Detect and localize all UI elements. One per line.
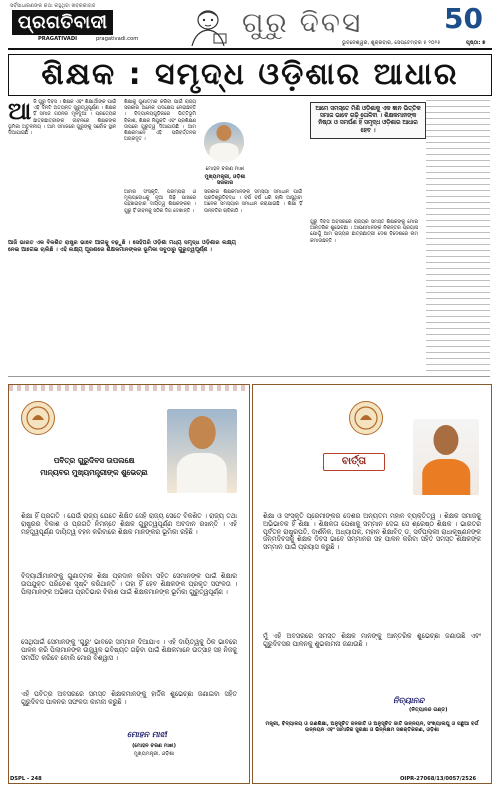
ad-left-p2: ବିଦ୍ୟାର୍ଥୀମାନଙ୍କୁ ଗୁଣାତ୍ମକ ଶିକ୍ଷା ପ୍ରଦାନ କରିବା ସହିତ ସେମାନଙ୍କ ପାଇଁ ଶିକ୍ଷାର ଉପଯୁକ୍ତ ପରିବେଶ ସୃଷ୍ଟି କରିଥାନ୍ତି । ତାହା ହିଁ ହେବ ଶିକ୍ଷକଙ୍କ ପ୍ରକୃତ ସଫଳତା । ପିଲାମାନଙ୍କ ଅଭିଜ୍ଞତା ପ୍ରତିଭାର ବିକାଶ ପାଇଁ ଶିକ୍ଷକମାନଙ୍କ ଭୂମିକା ଗୁରୁତ୍ୱପୂର୍ଣ୍ଣ ।: [21, 572, 237, 596]
site-url: pragativadi.com: [96, 36, 139, 42]
article-col-1: [8, 97, 116, 137]
article-col-2b: ଆମର ସଂସ୍କୃତି, ପରମ୍ପରା ଓ ମୂଲ୍ୟବୋଧକୁ ନୂଆ ପିଢ଼ି ପାଖରେ ପହଞ୍ଚାଇବାର ଦାୟିତ୍ୱ ଶିକ୍ଷକଙ୍କର । ଗୁରୁ ହିଁ ଜୀବନକୁ ସଠିକ ଦିଗ ଦେଖାନ୍ତି ।: [124, 190, 196, 214]
cm-name: (ମୋହନ ଚରଣ ମାଝୀ): [132, 743, 176, 749]
footer-right-code: OIPR-27068/13/0057/2526: [400, 776, 477, 782]
ad-chief-minister[interactable]: [8, 384, 250, 784]
article-highlight: ଆଜି ଭାରତ ଏକ ବିକଶିତ ରାଷ୍ଟ୍ର ଭାବେ ଆଗକୁ ବଢ଼ୁଛି । ସେହିପରି ଓଡ଼ିଶା ମଧ୍ୟ ସମୃଦ୍ଧ ଓଡ଼ିଶାର ଲକ୍ଷ୍ୟ ନେଇ ଆଗେଇ ଚାଲିଛି । ଏହି ଲକ୍ଷ୍ୟ ପୂରଣରେ ଶିକ୍ଷକମାନଙ୍କର ଭୂମିକା ସବୁଠାରୁ ଗୁରୁତ୍ୱପୂର୍ଣ୍ଣ ।: [8, 240, 236, 253]
ad-left-heading-1: ପବିତ୍ର ଗୁରୁଦିବସ ଉପଲକ୍ଷେ: [53, 456, 135, 465]
article-col-2: ଶିକ୍ଷାକୁ ଗୁଣାତ୍ମକ କରିବା ପାଇଁ ରାଜ୍ୟ ସରକାର ଅନେକ ପଦକ୍ଷେପ ନେଇଛନ୍ତି । ବିଦ୍ୟାଳୟଗୁଡ଼ିକରେ ଭିତ୍ତିଭୂମି ବିକାଶ, ଶିକ୍ଷକ ନିଯୁକ୍ତି ଏବଂ ପ୍ରଶିକ୍ଷଣ ଉପରେ ଗୁରୁତ୍ୱ ଦିଆଯାଉଛି । ଆମ ଶିକ୍ଷକମାନେ ଏହି ପରିବର୍ତ୍ତନର ଅଗ୍ରଦୂତ ।: [124, 100, 196, 143]
drop-cap: ଆ: [8, 97, 32, 125]
cm-designation: ମୁଖ୍ୟମନ୍ତ୍ରୀ, ଓଡ଼ିଶା: [133, 751, 175, 757]
article-rule: [8, 376, 490, 377]
byline-photo: [204, 122, 244, 162]
cm-portrait: [167, 409, 237, 493]
article-col-5: [426, 100, 490, 372]
minister-name: (ନିତ୍ୟାନନ୍ଦ ଗଣ୍ଡ): [409, 707, 448, 713]
article-col-3: ସରକାର ଶିକ୍ଷକମାନଙ୍କ ସମସ୍ୟା ସମାଧାନ ପାଇଁ ପ୍ରତିଶ୍ରୁତିବଦ୍ଧ । ବର୍ଷ ବର୍ଷ ଧରି ଚାଲି ଆସୁଥିବା ଅନେକ ସମସ୍ୟାର ସମାଧାନ କରାଯାଇଛି । ଶିକ୍ଷା ହିଁ ଉନ୍ନତିର ଚାବିକାଠି ।: [204, 190, 302, 214]
footer-left-code: DSPL - 248: [10, 776, 42, 782]
ad-left-p1: ଶିକ୍ଷା ହିଁ ପ୍ରଗତି । ଯେଉଁ ରାଜ୍ୟ ଯେତେ ଶିକ୍ଷିତ ସେହି ରାଜ୍ୟ ସେତେ ବିକଶିତ । ରାଜ୍ୟ ତଥା ରାଷ୍ଟ୍ରର ବିକାଶ ଓ ପ୍ରଗତି ନିମନ୍ତେ ଶିକ୍ଷକ ଗୁରୁତ୍ୱପୂର୍ଣ୍ଣ ଅବଦାନ ରଖନ୍ତି । ଏହି ମହତ୍ତ୍ୱପୂର୍ଣ୍ଣ ଦାୟିତ୍ୱ ବହନ କରିବାରେ ଶିକ୍ଷକ ମାନଙ୍କର ଭୂମିକା ରହିଛି ।: [21, 512, 237, 536]
byline-name: ମୋହନ ଚରଣ ମାଝୀ: [205, 166, 245, 172]
minister-signature: ନିତ୍ୟାନନ୍ଦ: [393, 695, 425, 705]
masthead-logo[interactable]: [12, 10, 113, 35]
ad-left-heading-2: ମାନ୍ୟବର ମୁଖ୍ୟମନ୍ତ୍ରୀଙ୍କ ଶୁଭେଚ୍ଛା: [40, 468, 148, 477]
article: [8, 97, 490, 372]
article-col-1-text: ଜି ଗୁରୁ ଦିବସ । ଶିକ୍ଷକ ଏବଂ ଶିକ୍ଷାର୍ଥୀଙ୍କ ପାଇଁ ଏହି ଦିନଟି ଅତ୍ୟନ୍ତ ଗୁରୁତ୍ୱପୂର୍ଣ୍ଣ । ଶିକ୍ଷକ ହିଁ ସମାଜ ଗଠନର ମୂଳଦୁଆ । ପ୍ରତ୍ୟେକ ଛାତ୍ରଛାତ୍ରୀଙ୍କ ଜୀବନରେ ଶିକ୍ଷକଙ୍କ ଭୂମିକା ଅତୁଳନୀୟ । ଆମ ସମାଜରେ ଗୁରୁଙ୍କୁ ସର୍ବୋଚ୍ଚ ସ୍ଥାନ ଦିଆଯାଇଛି ।: [8, 100, 116, 137]
odisha-emblem-icon: [21, 401, 55, 435]
minister-portrait: [413, 419, 479, 495]
ad-right-p1: ଶିକ୍ଷା ଓ ସଂସ୍କୃତି ପ୍ରେମୀଙ୍କର ଦେଶର ଅନ୍ୟତମ ମହାନ ବ୍ୟକ୍ତିତ୍ୱ । ଶିକ୍ଷକ ସମାଜକୁ ଅଭିଭାବକ ହିଁ ଶିକ୍ଷା । ଶିକ୍ଷକତା ପେଶାକୁ ସମ୍ମାନ ଦେଇ ସେ ଶ୍ରେଷ୍ଠ ଶିକ୍ଷକ । ଭାରତର ପୂର୍ବତନ ରାଷ୍ଟ୍ରପତି, ଦାର୍ଶନିକ, ଅଧ୍ୟାପକ, ମହାନ ଶିକ୍ଷାବିତ୍ ଡ. ସର୍ବପଲ୍ଲୀ ରାଧାକୃଷ୍ଣନଙ୍କ ଜନ୍ମଦିବସକୁ ଶିକ୍ଷକ ଦିବସ ଭାବେ ସମ୍ମାନର ସହ ପାଳନ କରିବା ସହିତ ସମସ୍ତ ଶିକ୍ଷକଙ୍କ ସମ୍ମାନ ପାଇଁ ପ୍ରୟାସ କରୁଛି ।: [263, 512, 481, 552]
logo-subtitle: PRAGATIVADI: [38, 36, 78, 42]
byline-role: ମୁଖ୍ୟମନ୍ତ୍ରୀ, ଓଡ଼ିଶା ସରକାର: [204, 174, 246, 187]
tagline: ସର୍ବସାଧାରଣଙ୍କ କଥା କହୁଥିବା ଖବରକାଗଜ: [10, 3, 96, 9]
headline: ଶିକ୍ଷକ : ସମୃଦ୍ଧ ଓଡ଼ିଶାର ଆଧାର: [41, 57, 459, 92]
message-badge: [323, 453, 385, 471]
anniversary-number: 50: [444, 2, 483, 35]
page-number: ପୃଷ୍ଠା: ୭: [466, 40, 486, 46]
minister-designation: ମନ୍ତ୍ରୀ, ବିଦ୍ୟାଳୟ ଓ ଗଣଶିକ୍ଷା, ଅନୁସୂଚିତ ଜନଜାତି ଓ ଅନୁସୂଚିତ ଜାତି ଉନ୍ନୟନ, ସଂଖ୍ୟାଲଘୁ ଓ ପଛୁଆ ବର୍ଗ ଉନ୍ନୟନ ଏବଂ ସାମାଜିକ ସୁରକ୍ଷା ଓ ଭିନ୍ନକ୍ଷମ ସଶକ୍ତିକରଣ, ଓଡ଼ିଶା: [265, 721, 479, 734]
ad-right-heading: ବାର୍ତ୍ତା: [341, 456, 367, 467]
ad-left-p3: ସେଥିପାଇଁ ସେମାନଙ୍କୁ 'ଗୁରୁ' ଭାବରେ ସମ୍ମାନ ଦିଆଯାଏ । ଏହି ଦାୟିତ୍ୱକୁ ଠିକ ଭାବରେ ପାଳନ କରି ପିଲାମାନଙ୍କ ଉଜ୍ଜ୍ୱଳ ଭବିଷ୍ୟତ ଗଢ଼ିବା ପାଇଁ ଶିକ୍ଷକମାନେ ଉତ୍ସାହ ସହ ନିଜକୁ ସମର୍ପିତ କରିବେ ବୋଲି ମୋର ବିଶ୍ୱାସ ।: [21, 638, 237, 662]
cm-signature: ମୋହନ ମାଝୀ: [127, 729, 167, 739]
logo-text: ପ୍ରଗତିବାଦୀ: [12, 10, 113, 35]
article-col-4: ଗୁରୁ ଦିବସ ଅବସରରେ ରାଜ୍ୟର ସମସ୍ତ ଶିକ୍ଷକଙ୍କୁ ମୋର ଆନ୍ତରିକ ଶୁଭେଚ୍ଛା । ଆପଣମାନଙ୍କ ନିରନ୍ତର ପ୍ରୟାସ ଯୋଗୁଁ ଆମ ରାଜ୍ୟର ଛାତ୍ରଛାତ୍ରୀ ଦେଶ ବିଦେଶରେ ନାମ କମାଉଛନ୍ତି ।: [310, 220, 418, 244]
special-title: ଗୁରୁ ଦିବସ: [242, 6, 363, 39]
ad-left-p4: ଏହି ପବିତ୍ର ଅବସରରେ ସମସ୍ତ ଶିକ୍ଷକମାନଙ୍କୁ ହାର୍ଦ୍ଦିକ ଶୁଭେଚ୍ଛା ଜଣାଇବା ସହିତ ଗୁରୁଦିବସ ପାଳନର ସଫଳତା କାମନା କରୁଛି ।: [21, 690, 237, 706]
teacher-illustration: [186, 6, 230, 46]
anniversary-badge: [444, 4, 490, 38]
ad-minister[interactable]: [252, 384, 492, 784]
odisha-emblem-icon: [349, 401, 383, 435]
pull-quote-text: ଆମେ ସମସ୍ତେ ମିଶି ଓଡ଼ିଶାକୁ ଏକ ଜ୍ଞାନ ଭିତ୍ତିକ ସମାଜ ଭାବେ ଗଢ଼ି ତୋଳିବା । ଶିକ୍ଷକମାନଙ୍କ ନିଷ୍ଠା ଓ ସମର୍ପଣ ହିଁ ସମୃଦ୍ଧ ଓଡ଼ିଶାର ଆଧାର ହେବ ।: [315, 106, 421, 134]
pull-quote: [310, 102, 426, 139]
dateline: ଭୁବନେଶ୍ୱର, ଶୁକ୍ରବାର, ସେପ୍ଟେମ୍ବର ୫ ୨୦୨୫: [342, 40, 441, 46]
headline-box: [8, 54, 492, 96]
ad-right-p2: ମୁଁ ଏହି ଅବସରରେ ସମସ୍ତ ଶିକ୍ଷକ ମାନଙ୍କୁ ଆନ୍ତରିକ ଶୁଭେଚ୍ଛା ଜଣାଉଛି ଏବଂ ଗୁରୁଦିବସର ପାଳନକୁ ଶୁଭକାମନା ଜଣାଉଛି ।: [263, 632, 481, 648]
masthead-rule: [8, 48, 492, 50]
